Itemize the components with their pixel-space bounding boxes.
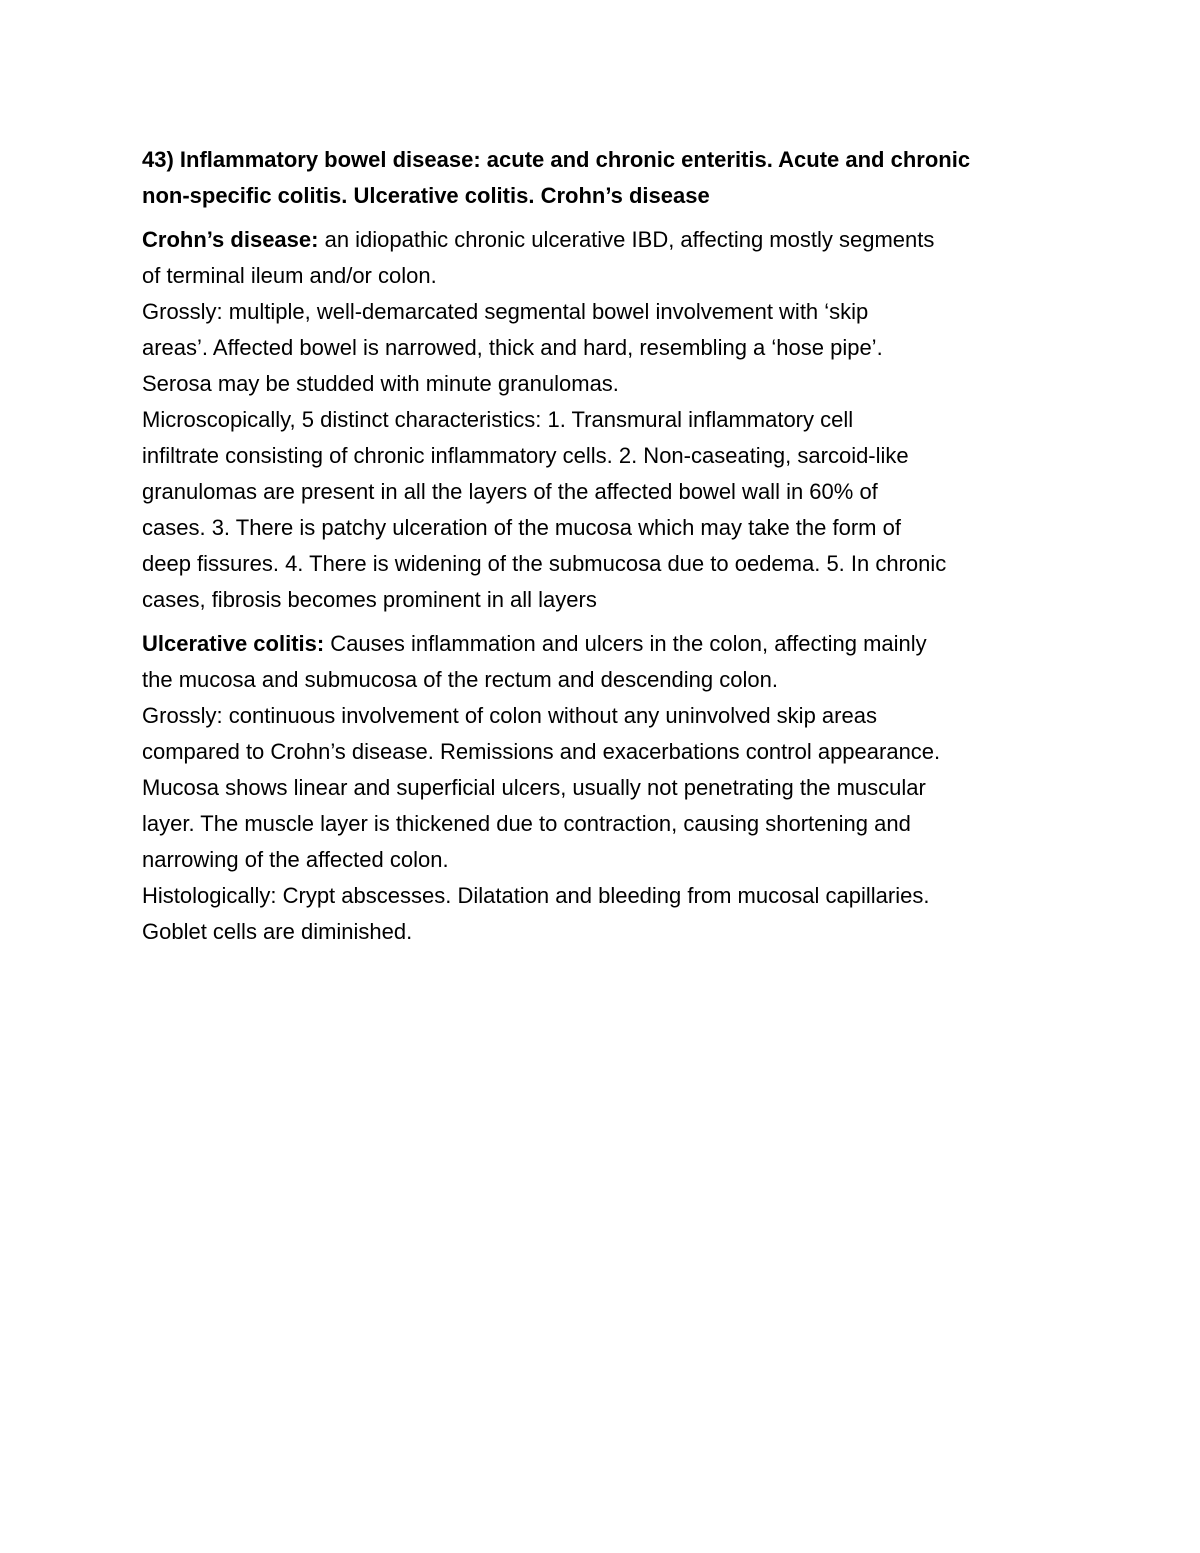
ulcerative-term: Ulcerative colitis:: [142, 631, 325, 656]
paragraph-line: infiltrate consisting of chronic inflammatory cells. 2. Non-caseating, sarcoid-like: [142, 443, 909, 468]
crohns-definition: an idiopathic chronic ulcerative IBD, affecting mostly segments: [318, 227, 935, 252]
ulcerative-first-line: [142, 626, 1072, 662]
heading-line: 43) Inflammatory bowel disease: acute and chronic enteritis. Acute and chronic: [142, 147, 971, 172]
paragraph-line: Grossly: continuous involvement of colon without any uninvolved skip areas: [142, 703, 877, 728]
paragraph-line: Histologically: Crypt abscesses. Dilatation and bleeding from mucosal capillaries.: [142, 883, 930, 908]
document-body: [142, 142, 1072, 950]
paragraph-line: Microscopically, 5 distinct characteristics: 1. Transmural inflammatory cell: [142, 407, 854, 432]
paragraph-line: layer. The muscle layer is thickened due to contraction, causing shortening and: [142, 811, 911, 836]
paragraph-line: areas’. Affected bowel is narrowed, thick and hard, resembling a ‘hose pipe’.: [142, 335, 883, 360]
paragraph-line: the mucosa and submucosa of the rectum and descending colon.: [142, 667, 778, 692]
crohns-section: [142, 222, 1072, 618]
paragraph-line: cases. 3. There is patchy ulceration of the mucosa which may take the form of: [142, 515, 901, 540]
paragraph-line: Mucosa shows linear and superficial ulcers, usually not penetrating the muscular: [142, 775, 926, 800]
paragraph-line: narrowing of the affected colon.: [142, 847, 449, 872]
paragraph-line: Serosa may be studded with minute granulomas.: [142, 371, 619, 396]
heading-line: non-specific colitis. Ulcerative colitis. Crohn’s disease: [142, 183, 710, 208]
ulcerative-definition: Causes inflammation and ulcers in the colon, affecting mainly: [324, 631, 927, 656]
ulcerative-colitis-section: [142, 626, 1072, 950]
paragraph-line: Goblet cells are diminished.: [142, 919, 413, 944]
page-heading: [142, 142, 1072, 214]
paragraph-line: cases, fibrosis becomes prominent in all layers: [142, 587, 597, 612]
paragraph-line: compared to Crohn’s disease. Remissions and exacerbations control appearance.: [142, 739, 941, 764]
paragraph-line: Grossly: multiple, well-demarcated segmental bowel involvement with ‘skip: [142, 299, 869, 324]
paragraph-line: deep fissures. 4. There is widening of the submucosa due to oedema. 5. In chronic: [142, 551, 947, 576]
paragraph-line: of terminal ileum and/or colon.: [142, 263, 437, 288]
crohns-term: Crohn’s disease:: [142, 227, 319, 252]
crohns-first-line: [142, 222, 1072, 258]
paragraph-line: granulomas are present in all the layers of the affected bowel wall in 60% of: [142, 479, 878, 504]
